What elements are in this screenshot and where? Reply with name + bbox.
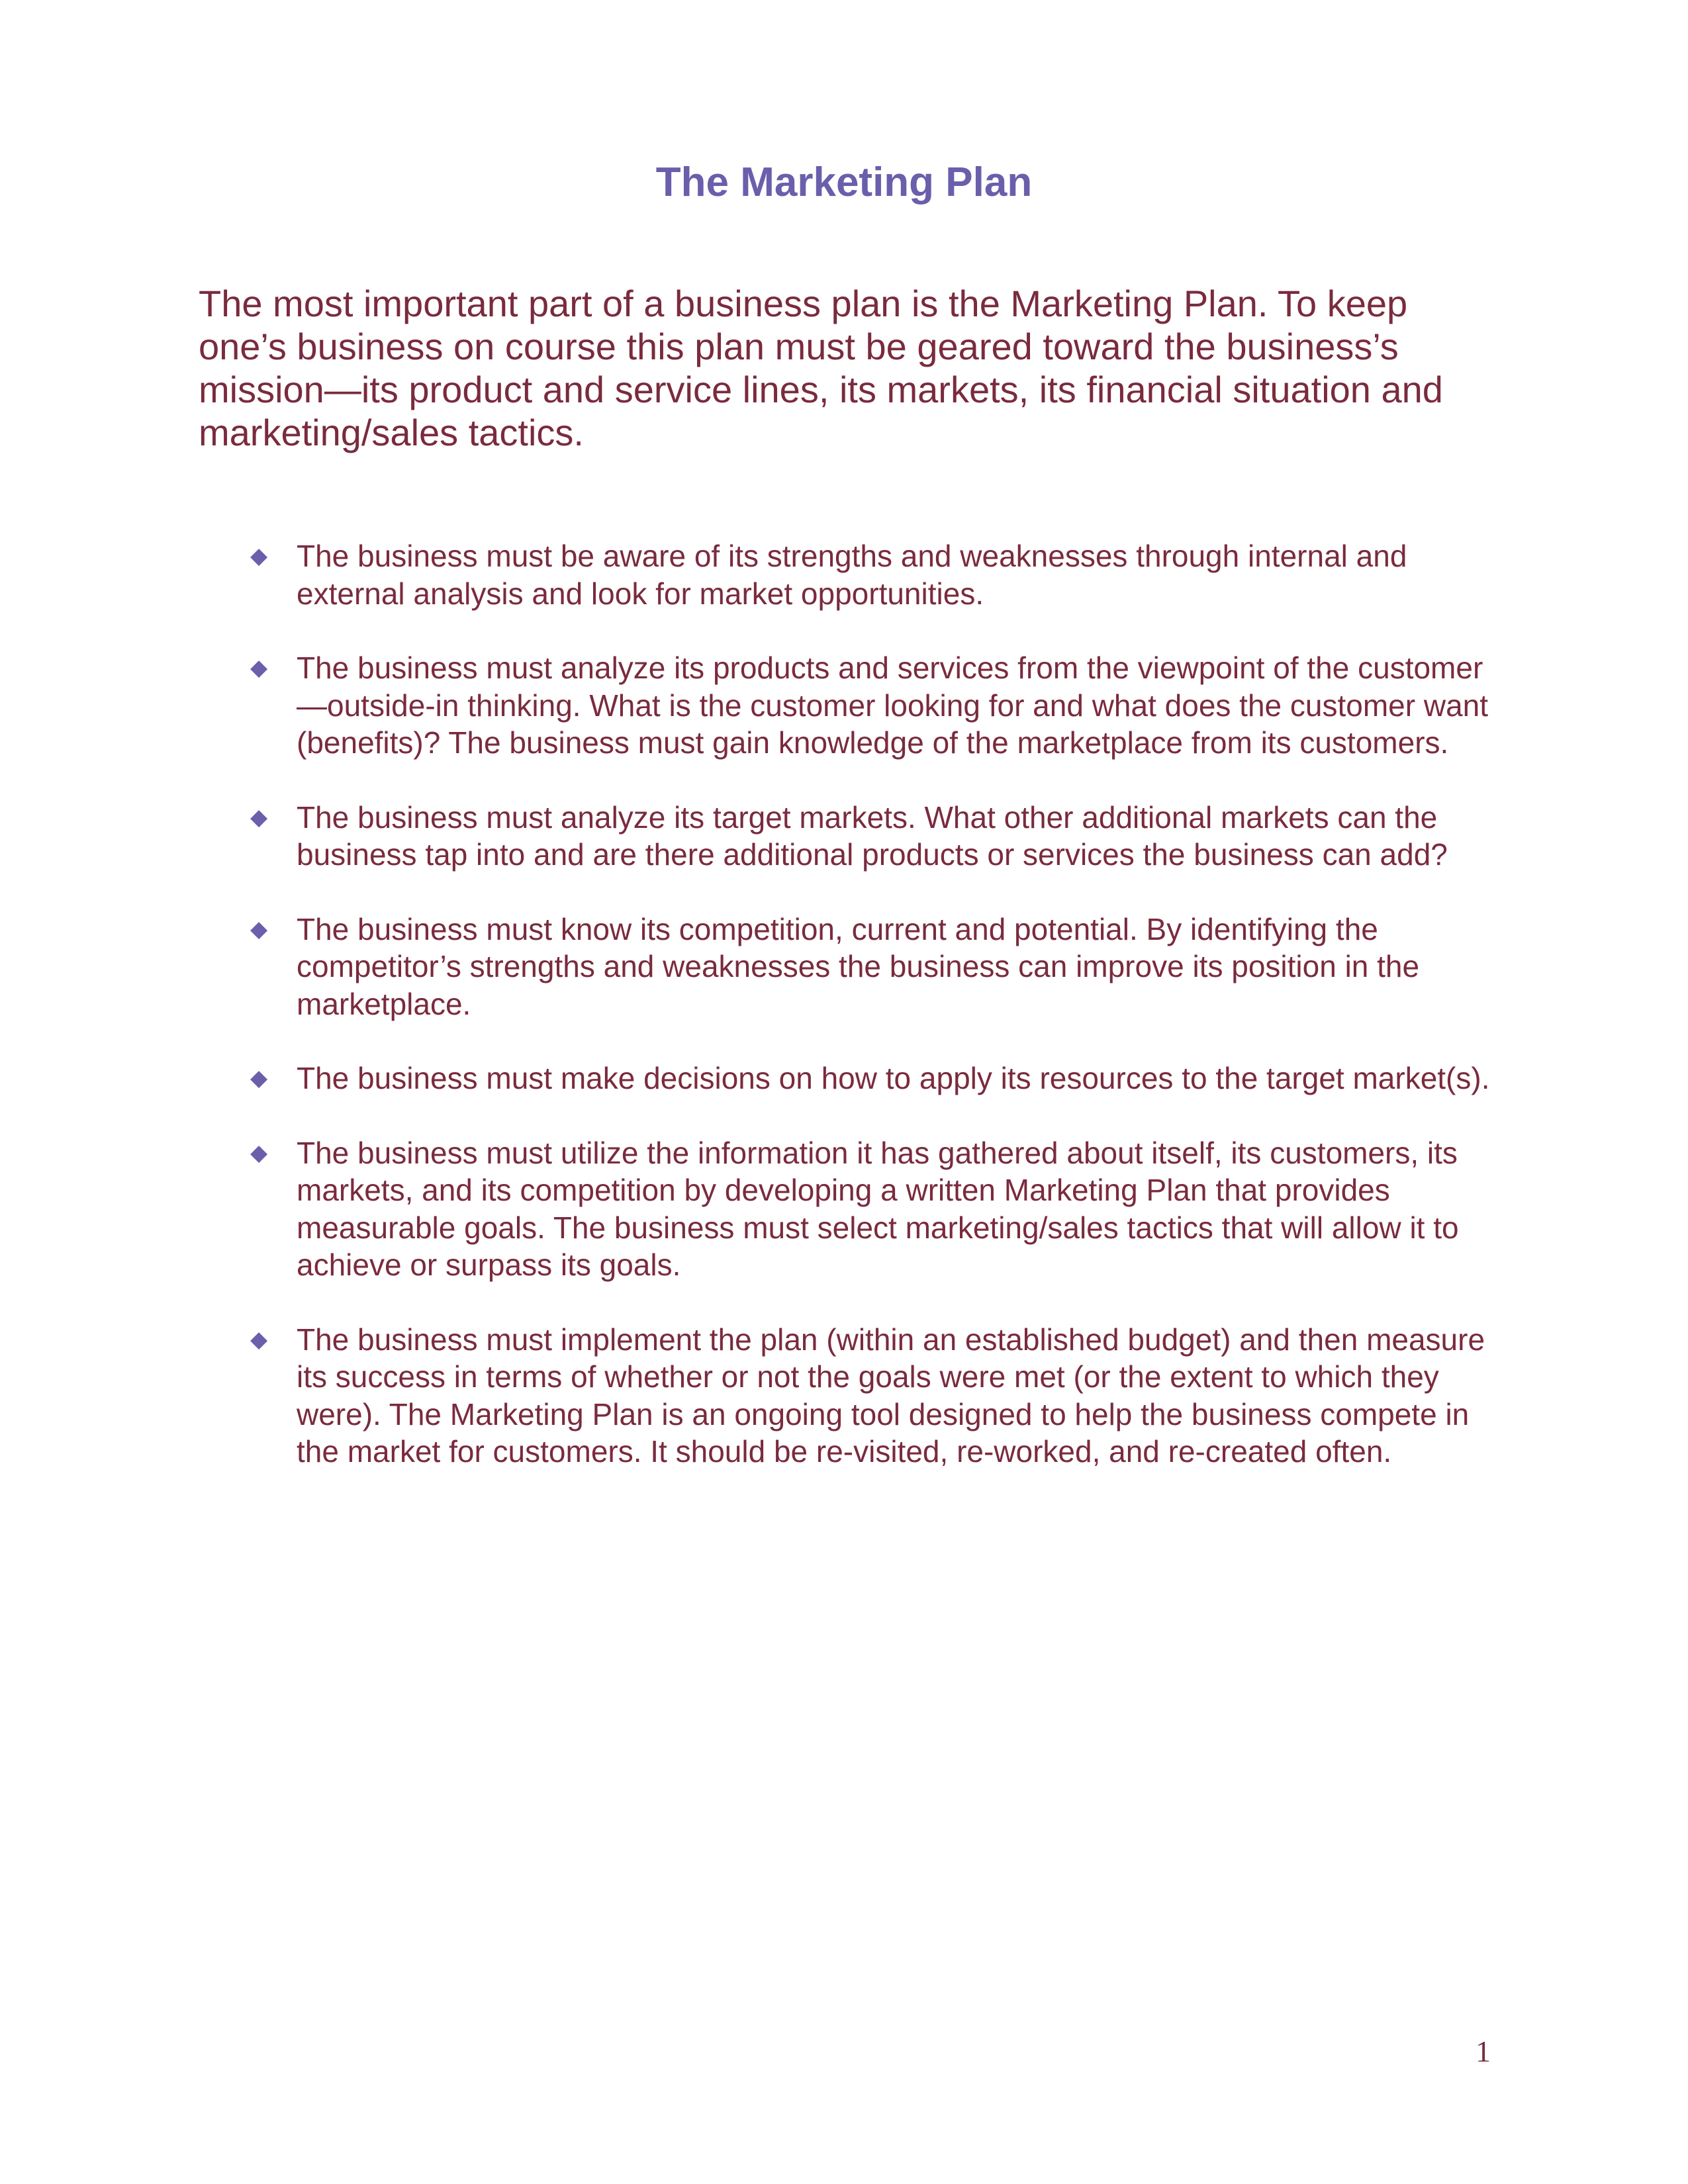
list-item-text: The business must be aware of its strengths and weaknesses through internal and external analysis and look for market opportunities. bbox=[297, 539, 1407, 611]
list-item-text: The business must implement the plan (within an established budget) and then measure its success in terms of whether or not the goals were met (or the extent to which they were). The Marketing Plan is an ongoing tool designed to help the business compete in the market for customers. It should be re-visited, re-worked, and re-created often. bbox=[297, 1322, 1485, 1469]
bullet-list bbox=[245, 537, 1503, 1508]
page-number: 1 bbox=[1476, 2034, 1491, 2068]
diamond-bullet-icon: ◆ bbox=[250, 655, 268, 681]
diamond-bullet-icon: ◆ bbox=[250, 543, 268, 569]
diamond-bullet-icon: ◆ bbox=[250, 803, 268, 831]
diamond-bullet-icon: ◆ bbox=[250, 1139, 268, 1166]
list-item-text: The business must analyze its target markets. What other additional markets can the business tap into and are there additional products or services the business can add? bbox=[297, 799, 1448, 872]
list-item bbox=[245, 1060, 1503, 1097]
list-item bbox=[245, 911, 1503, 1023]
list-item-text: The business must make decisions on how to apply its resources to the target market(s). bbox=[297, 1061, 1490, 1095]
list-item bbox=[245, 1321, 1503, 1471]
diamond-bullet-icon: ◆ bbox=[250, 1326, 268, 1353]
list-item bbox=[245, 649, 1503, 762]
diamond-bullet-icon: ◆ bbox=[250, 1065, 268, 1091]
list-item bbox=[245, 799, 1503, 874]
diamond-bullet-icon: ◆ bbox=[250, 915, 268, 942]
intro-paragraph: The most important part of a business plan is the Marketing Plan. To keep one’s business on course this plan must be geared toward the business’s mission—its product and service lines, its markets, its financial situation and marketing/sales tactics. bbox=[199, 283, 1443, 453]
page-title: The Marketing Plan bbox=[655, 159, 1033, 205]
list-item-text: The business must know its competition, current and potential. By identifying the competitor’s strengths and weaknesses the business can improve its position in the marketplace. bbox=[297, 911, 1420, 1021]
list-item-text: The business must utilize the information it has gathered about itself, its customers, its markets, and its competition by developing a written Marketing Plan that provides measurable goals. The business must select marketing/sales tactics that will allow it to achieve or surpass its goals. bbox=[297, 1135, 1459, 1282]
list-item bbox=[245, 1134, 1503, 1284]
list-item-text: The business must analyze its products and services from the viewpoint of the customer—outside-in thinking. What is the customer looking for and what does the customer want (benefits)? The business must gain knowledge of the marketplace from its customers. bbox=[297, 651, 1489, 760]
list-item bbox=[245, 537, 1503, 612]
